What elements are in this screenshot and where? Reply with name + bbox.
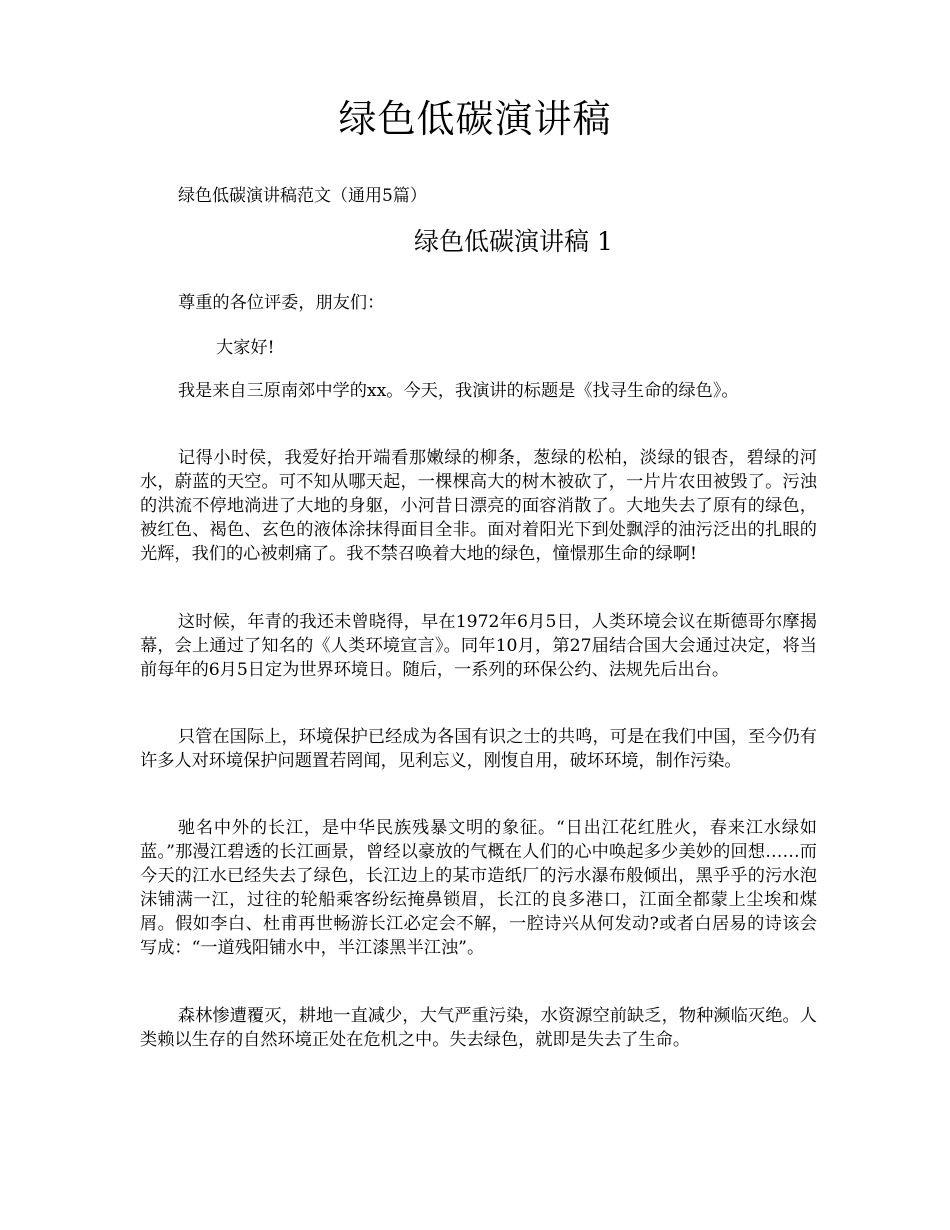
body-paragraph-childhood: 记得小时侯，我爱好抬开端看那嫩绿的柳条，葱绿的松柏，淡绿的银杏，碧绿的河水，蔚蓝的天空。可不知从哪天起，一棵棵高大的树木被砍了，一片片农田被毁了。污浊的洪流不停地淌进了大地的身躯，小河昔日漂亮的面容消散了。大地失去了原有的绿色，被红色、褐色、玄色的液体涂抹得面目全非。面对着阳光下到处飘浮的油污泛出的扎眼的光辉，我们的心被刺痛了。我不禁召唤着大地的绿色，憧憬那生命的绿啊!: [140, 448, 817, 564]
hello-line: 大家好!: [216, 338, 275, 358]
body-paragraph-history: 这时候，年青的我还未曾晓得，早在1972年6月5日，人类环境会议在斯德哥尔摩揭幕，会上通过了知名的《人类环境宣言》。同年10月，第27届结合国大会通过决定，将当前每年的6月5日定为世界环境日。随后，一系列的环保公约、法规先后出台。: [140, 612, 817, 680]
body-paragraph-yangtze: 驰名中外的长江，是中华民族残暴文明的象征。“日出江花红胜火，春来江水绿如蓝。”那漫江碧透的长江画景，曾经以豪放的气概在人们的心中唤起多少美妙的回想……而今天的江水已经失去了绿色，长江边上的某市造纸厂的污水瀑布般倾出，黑乎乎的污水泡沫铺满一江，过往的轮船乘客纷纭掩鼻锁眉，长江的良多港口，江面全都蒙上尘埃和煤屑。假如李白、杜甫再世畅游长江必定会不解，一腔诗兴从何发动?或者白居易的诗该会写成：“一道残阳铺水中，半江漆黑半江浊”。: [140, 818, 817, 958]
body-paragraph-intro: 我是来自三原南郊中学的xx。今天，我演讲的标题是《找寻生命的绿色》。: [177, 381, 739, 401]
body-paragraph-china: 只管在国际上，环境保护已经成为各国有识之士的共鸣，可是在我们中国，至今仍有许多人对环境保护问题置若罔闻，见利忘义，刚愎自用，破坏环境，制作污染。: [140, 727, 817, 771]
section-heading: 绿色低碳演讲稿 1: [414, 227, 613, 256]
document-subtitle: 绿色低碳演讲稿范文（通用5篇）: [178, 186, 427, 206]
document-title: 绿色低碳演讲稿: [338, 97, 612, 141]
body-paragraph-crisis: 森林惨遭覆灭，耕地一直减少，大气严重污染，水资源空前缺乏，物种濒临灭绝。人类赖以生存的自然环境正处在危机之中。失去绿色，就即是失去了生命。: [140, 1006, 817, 1050]
greeting-line: 尊重的各位评委，朋友们：: [178, 293, 385, 313]
